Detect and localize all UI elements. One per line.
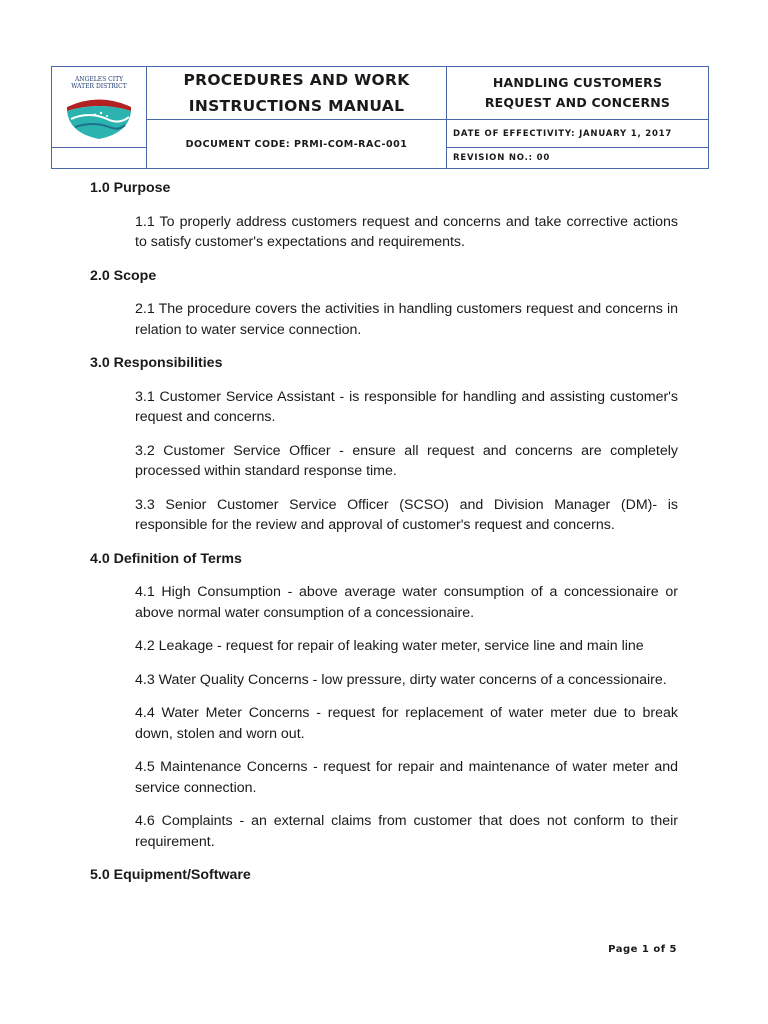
manual-title-line1: PROCEDURES AND WORK bbox=[183, 71, 410, 89]
document-body bbox=[90, 178, 678, 899]
page-number: Page 1 of 5 bbox=[608, 944, 677, 955]
paragraph: 4.1 High Consumption - above average water consumption of a concessionaire or above normal water consumption of a concessionaire. bbox=[135, 584, 678, 621]
subject-line2: REQUEST AND CONCERNS bbox=[484, 95, 671, 110]
paragraph: 4.4 Water Meter Concerns - request for replacement of water meter due to break down, stolen and worn out. bbox=[135, 705, 678, 742]
water-wave-logo-icon bbox=[59, 67, 139, 147]
logo-line1: ANGELES CITY bbox=[74, 76, 124, 83]
document-header bbox=[51, 66, 709, 169]
section-heading: 1.0 Purpose bbox=[90, 180, 171, 196]
section-responsibilities bbox=[90, 353, 678, 536]
section-purpose bbox=[90, 178, 678, 253]
paragraph: 4.3 Water Quality Concerns - low pressure, dirty water concerns of a concessionaire. bbox=[135, 671, 667, 688]
subject-line1: HANDLING CUSTOMERS bbox=[492, 75, 663, 90]
paragraph: 2.1 The procedure covers the activities in handling customers request and concerns in relation to water service connection. bbox=[135, 301, 678, 338]
section-heading: 3.0 Responsibilities bbox=[90, 355, 223, 371]
manual-title-line2: INSTRUCTIONS MANUAL bbox=[188, 97, 405, 115]
logo-line2: WATER DISTRICT bbox=[71, 83, 127, 90]
section-heading: 4.0 Definition of Terms bbox=[90, 550, 242, 567]
paragraph: 3.3 Senior Customer Service Officer (SCSO) and Division Manager (DM)- is responsible for the review and approval of customer's request and concerns. bbox=[135, 496, 678, 533]
logo-cell-bottom bbox=[52, 148, 147, 169]
paragraph: 3.2 Customer Service Officer - ensure all request and concerns are completely processed within standard response time. bbox=[135, 442, 678, 479]
section-heading: 2.0 Scope bbox=[90, 267, 157, 284]
date-of-effectivity: DATE OF EFFECTIVITY: JANUARY 1, 2017 bbox=[447, 120, 709, 148]
document-code: DOCUMENT CODE: PRMI-COM-RAC-001 bbox=[147, 120, 447, 169]
paragraph: 4.6 Complaints - an external claims from customer that does not conform to their requirement. bbox=[135, 813, 678, 850]
section-definition-of-terms bbox=[90, 549, 678, 853]
paragraph: 4.5 Maintenance Concerns - request for repair and maintenance of water meter and service connection. bbox=[135, 759, 678, 796]
subject-cell bbox=[447, 67, 709, 120]
revision-number: REVISION NO.: 00 bbox=[447, 148, 709, 169]
section-scope bbox=[90, 266, 678, 341]
paragraph: 3.1 Customer Service Assistant - is responsible for handling and assisting customer's request and concerns. bbox=[135, 388, 678, 425]
logo-cell bbox=[52, 67, 147, 148]
paragraph: 1.1 To properly address customers request and concerns and take corrective actions to satisfy customer's expectations and requirements. bbox=[135, 213, 678, 250]
paragraph: 4.2 Leakage - request for repair of leaking water meter, service line and main line bbox=[135, 638, 644, 654]
section-heading: 5.0 Equipment/Software bbox=[90, 867, 251, 883]
section-equipment-software bbox=[90, 865, 678, 886]
manual-title-cell bbox=[147, 67, 447, 120]
